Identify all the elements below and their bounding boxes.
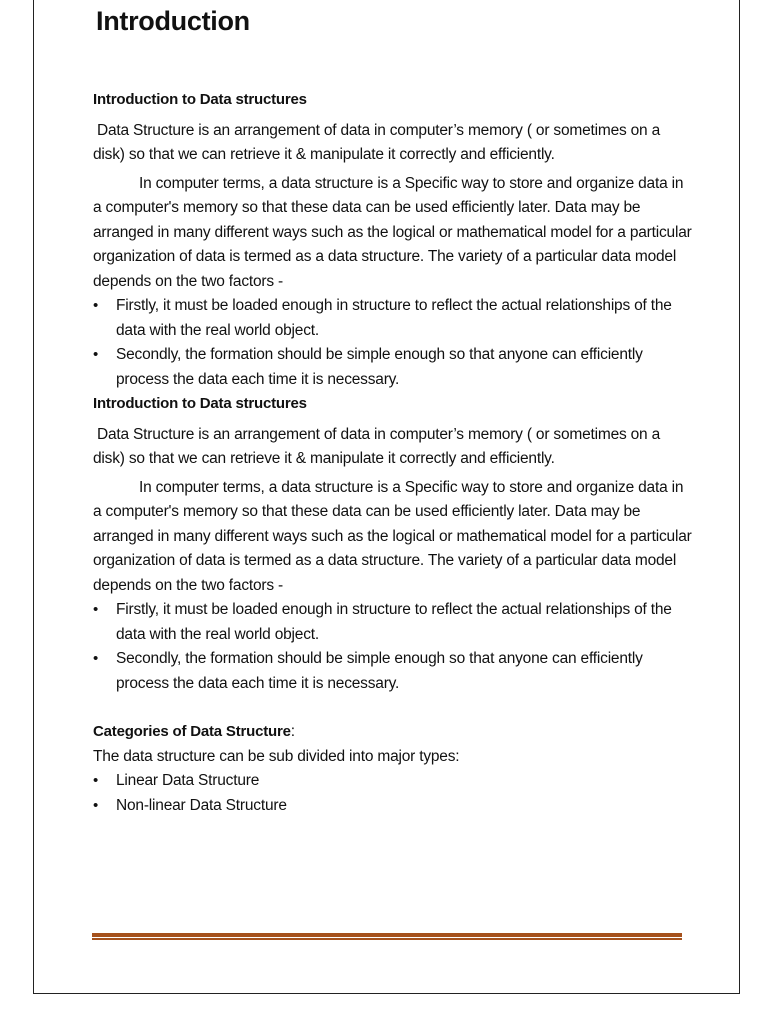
- list-item: [93, 794, 693, 819]
- body-paragraph: In computer terms, a data structure is a Specific way to store and organize data in a computer's memory so that these data can be used efficiently later. Data may be arranged in many different ways such as the logical or mathematical model for a particular organization of data is termed as a data structure. The variety of a particular data model depends on the two factors -: [93, 478, 692, 594]
- list-item: [93, 769, 693, 794]
- categories-heading: [93, 720, 693, 745]
- bullet-icon: •: [93, 346, 99, 363]
- footer-rule-thick: [92, 933, 682, 937]
- document-body: [93, 88, 693, 818]
- section-intro-data-structures: [93, 88, 693, 392]
- bullet-icon: •: [93, 297, 99, 314]
- categories-list: [93, 769, 693, 818]
- list-item: [93, 598, 693, 647]
- page-title: Introduction: [96, 6, 250, 36]
- section-heading: Introduction to Data structures: [93, 395, 307, 412]
- lead-paragraph: Data Structure is an arrangement of data in computer’s memory ( or sometimes on a disk) so that we can retrieve it & manipulate it correctly and efficiently.: [93, 425, 661, 467]
- list-item-text: Secondly, the formation should be simple enough so that anyone can efficiently process the data each time it is necessary.: [116, 346, 643, 388]
- spacer: [93, 696, 693, 720]
- factor-list: [93, 294, 693, 392]
- section-heading: Introduction to Data structures: [93, 91, 307, 108]
- bullet-icon: •: [93, 796, 99, 814]
- list-item-text: Linear Data Structure: [116, 772, 260, 789]
- body-paragraph: In computer terms, a data structure is a Specific way to store and organize data in a computer's memory so that these data can be used efficiently later. Data may be arranged in many different ways such as the logical or mathematical model for a particular organization of data is termed as a data structure. The variety of a particular data model depends on the two factors -: [93, 174, 692, 290]
- section-categories: [93, 720, 693, 818]
- bullet-icon: •: [93, 650, 99, 667]
- list-item: [93, 647, 693, 696]
- list-item-text: Non-linear Data Structure: [116, 796, 287, 814]
- list-item-text: Secondly, the formation should be simple enough so that anyone can efficiently process the data each time it is necessary.: [116, 650, 643, 692]
- list-item: [93, 294, 693, 343]
- categories-heading-text: Categories of Data Structure: [93, 723, 291, 740]
- categories-intro: The data structure can be sub divided into major types:: [93, 747, 460, 765]
- bullet-icon: •: [93, 601, 99, 618]
- section-intro-data-structures-repeat: [93, 392, 693, 696]
- list-item-text: Firstly, it must be loaded enough in structure to reflect the actual relationships of the data with the real world object.: [116, 601, 672, 643]
- footer-rule-thin: [92, 938, 682, 940]
- categories-heading-colon: :: [290, 723, 295, 740]
- factor-list: [93, 598, 693, 696]
- bullet-icon: •: [93, 772, 99, 789]
- list-item-text: Firstly, it must be loaded enough in structure to reflect the actual relationships of the data with the real world object.: [116, 297, 672, 339]
- lead-paragraph: Data Structure is an arrangement of data in computer’s memory ( or sometimes on a disk) so that we can retrieve it & manipulate it correctly and efficiently.: [93, 121, 661, 163]
- list-item: [93, 343, 693, 392]
